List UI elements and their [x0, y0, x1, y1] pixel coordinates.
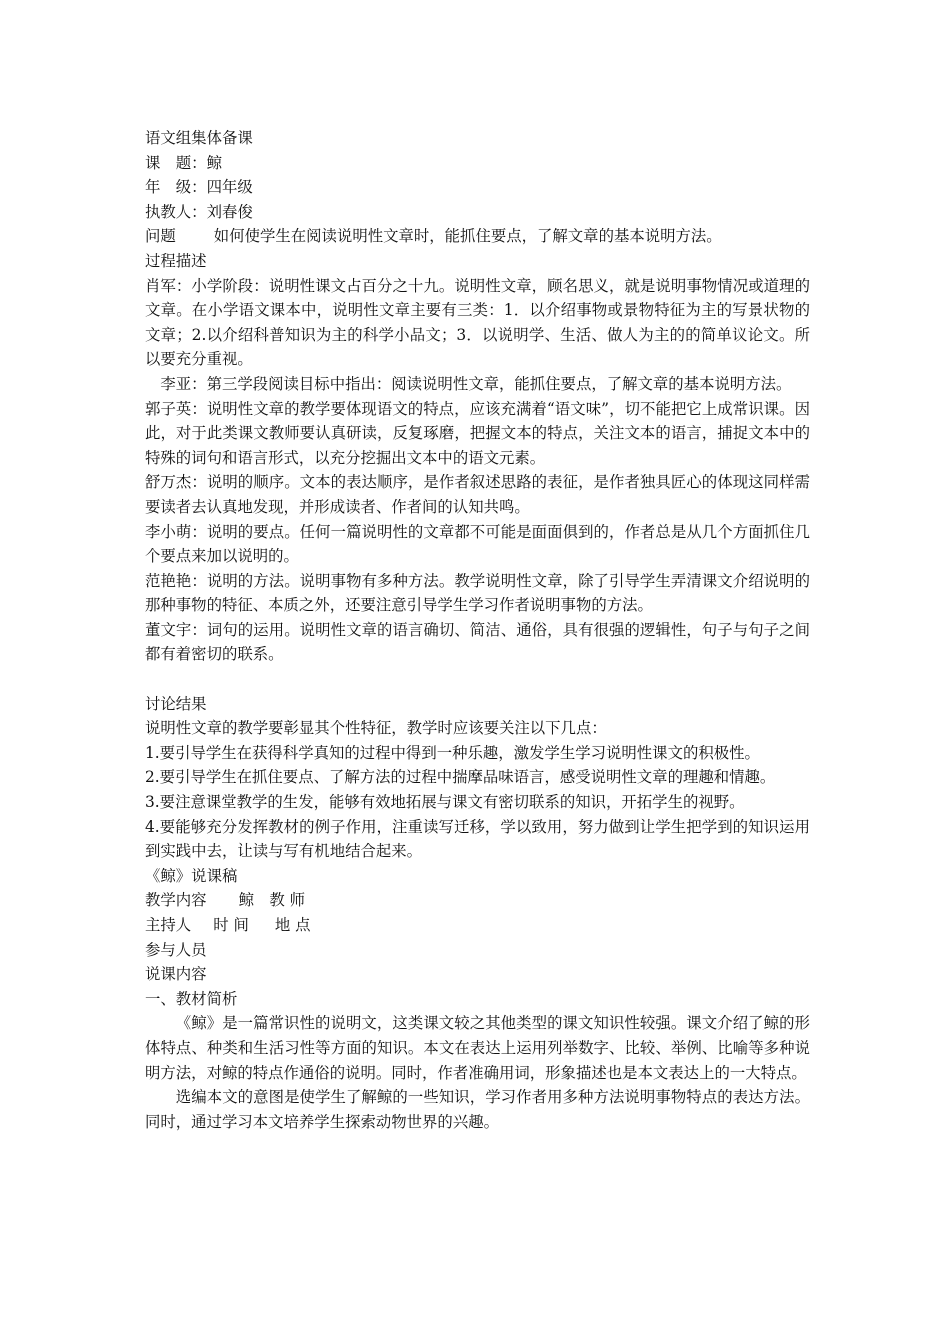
host-label: 主持人 — [145, 916, 192, 934]
process-entry-liya: 李亚：第三学段阅读目标中指出：阅读说明性文章，能抓住要点，了解文章的基本说明方法。 — [160, 374, 792, 393]
content-line — [145, 888, 810, 913]
problem-value: 如何使学生在阅读说明性文章时，能抓住要点，了解文章的基本说明方法。 — [213, 227, 722, 246]
result-point-2: 2.要引导学生在抓住要点、了解方法的过程中揣摩品味语言，感受说明性文章的理趣和情趣。 — [145, 768, 776, 787]
topic-line — [145, 151, 810, 176]
host-line — [145, 913, 810, 938]
section-heading-materials: 一、教材简析 — [145, 989, 238, 1008]
teacher-line — [145, 200, 810, 225]
lecture-content-label: 说课内容 — [145, 965, 207, 984]
place-label: 地 点 — [274, 916, 311, 934]
lecture-heading: 《鲸》说课稿 — [145, 866, 238, 885]
problem-label: 问题 — [145, 227, 176, 246]
result-point-4: 4.要能够充分发挥教材的例子作用，注重读写迁移，学以致用，努力做到让学生把学到的知识运用到实践中去，让读与写有机地结合起来。 — [145, 817, 810, 861]
participants-label: 参与人员 — [145, 940, 207, 959]
problem-line — [145, 224, 810, 249]
process-entry-guoziying: 郭子英：说明性文章的教学要体现语文的特点，应该充满着“语文味”，切不能把它上成常识课。因此，对于此类课文教师要认真研读，反复琢磨，把握文本的特点，关注文本的语言，捕捉文本中的特殊的词句和语言形式，以充分挖掘出文本中的语文元素。 — [145, 399, 810, 467]
result-point-1: 1.要引导学生在获得科学真知的过程中得到一种乐趣，激发学生学习说明性课文的积极性。 — [145, 743, 760, 762]
content-value: 鲸 教 师 — [238, 891, 306, 910]
grade-line — [145, 175, 810, 200]
time-label: 时 间 — [213, 916, 249, 934]
results-intro: 说明性文章的教学要彰显其个性特征，教学时应该要关注以下几点： — [145, 719, 607, 738]
process-entry-lixiaomeng: 李小萌：说明的要点。任何一篇说明性的文章都不可能是面面俱到的，作者总是从几个方面抓住几个要点来加以说明的。 — [145, 522, 810, 566]
process-heading: 过程描述 — [145, 251, 207, 270]
topic-value: 鲸 — [206, 153, 222, 172]
document-title: 语文组集体备课 — [145, 129, 253, 147]
grade-value: 四年级 — [206, 178, 253, 197]
teacher-value: 刘春俊 — [206, 202, 253, 221]
content-label: 教学内容 — [145, 891, 207, 910]
result-point-3: 3.要注意课堂教学的生发，能够有效地拓展与课文有密切联系的知识，开拓学生的视野。 — [145, 793, 745, 812]
topic-label: 课 题： — [145, 153, 207, 172]
grade-label: 年 级： — [145, 178, 207, 197]
process-entry-fanyanyan: 范艳艳：说明的方法。说明事物有多种方法。教学说明性文章，除了引导学生弄清课文介绍说明的那种事物的特征、本质之外，还要注意引导学生学习作者说明事物的方法。 — [145, 571, 810, 615]
process-entry-shuwanjie: 舒万杰：说明的顺序。文本的表达顺序，是作者叙述思路的表征，是作者独具匠心的体现这同样需要读者去认真地发现，并形成读者、作者间的认知共鸣。 — [145, 473, 810, 516]
process-entry-dongwenyu: 董文宇：词句的运用。说明性文章的语言确切、简洁、通俗，具有很强的逻辑性，句子与句子之间都有着密切的联系。 — [145, 620, 810, 664]
blank-line — [145, 667, 810, 692]
process-entry-xiaojun: 肖军：小学阶段：说明性课文占百分之十九。说明性文章，顾名思义，就是说明事物情况或道理的文章。在小学语文课本中，说明性文章主要有三类：1．以介绍事物或景物特征为主的写景状物的文章；2.以介绍科普知识为主的科学小品文；3．以说明学、生活、做人为主的的简单议论文。所以要充分重视。 — [145, 276, 810, 369]
materials-paragraph-2: 选编本文的意图是使学生了解鲸的一些知识，学习作者用多种方法说明事物特点的表达方法。同时，通过学习本文培养学生探索动物世界的兴趣。 — [145, 1088, 810, 1131]
document-page — [145, 126, 810, 1134]
teacher-label: 执教人： — [145, 202, 207, 221]
results-heading: 讨论结果 — [145, 694, 207, 713]
materials-paragraph-1: 《鲸》是一篇常识性的说明文，这类课文较之其他类型的课文知识性较强。课文介绍了鲸的形体特点、种类和生活习性等方面的知识。本文在表达上运用列举数字、比较、举例、比喻等多种说明方法，对鲸的特点作通俗的说明。同时，作者准确用词，形象描述也是本文表达上的一大特点。 — [145, 1014, 810, 1082]
